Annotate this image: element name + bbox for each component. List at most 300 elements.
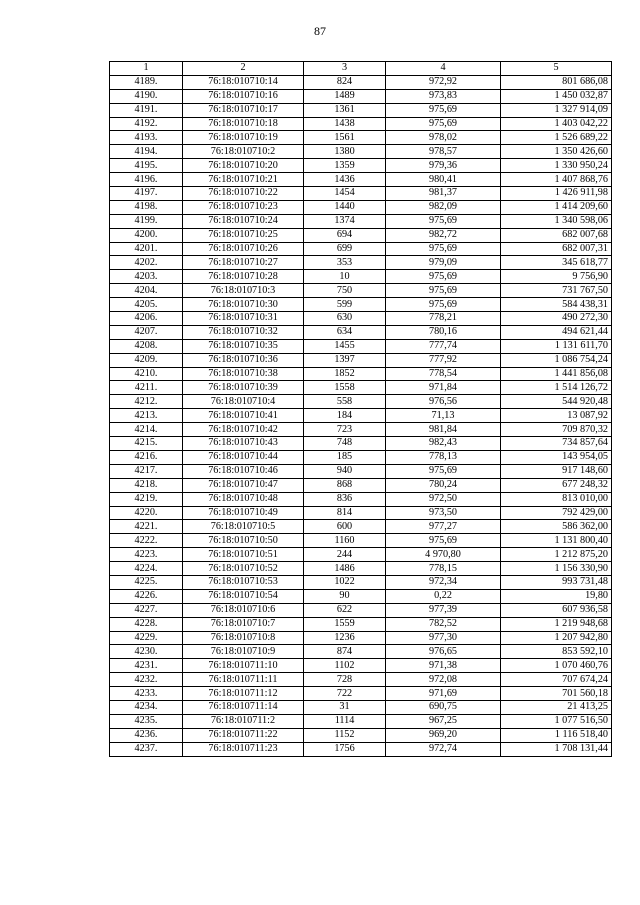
cadastral-value-cell: 1 426 911,98 — [501, 187, 612, 201]
cadastral-value-cell: 1 350 426,60 — [501, 145, 612, 159]
area-cell: 1438 — [304, 117, 386, 131]
rate-cell: 967,25 — [386, 714, 501, 728]
cadastral-value-cell: 677 248,32 — [501, 478, 612, 492]
cadastral-number-cell: 76:18:010710:23 — [183, 200, 304, 214]
cadastral-value-cell: 1 526 689,22 — [501, 131, 612, 145]
cadastral-number-cell: 76:18:010710:16 — [183, 89, 304, 103]
table-row — [110, 673, 612, 687]
area-cell: 1022 — [304, 575, 386, 589]
cadastral-value-cell: 1 131 611,70 — [501, 339, 612, 353]
row-number-cell: 4225. — [110, 575, 183, 589]
row-number-cell: 4194. — [110, 145, 183, 159]
rate-cell: 777,92 — [386, 353, 501, 367]
area-cell: 244 — [304, 548, 386, 562]
rate-cell: 978,02 — [386, 131, 501, 145]
area-cell: 1486 — [304, 562, 386, 576]
cadastral-number-cell: 76:18:010711:11 — [183, 673, 304, 687]
cadastral-number-cell: 76:18:010710:36 — [183, 353, 304, 367]
table-row — [110, 256, 612, 270]
cadastral-number-cell: 76:18:010710:39 — [183, 381, 304, 395]
table-row — [110, 395, 612, 409]
table-row — [110, 645, 612, 659]
table-row — [110, 228, 612, 242]
area-cell: 868 — [304, 478, 386, 492]
row-number-cell: 4222. — [110, 534, 183, 548]
area-cell: 634 — [304, 325, 386, 339]
cadastral-number-cell: 76:18:010710:2 — [183, 145, 304, 159]
cadastral-number-cell: 76:18:010710:6 — [183, 603, 304, 617]
row-number-cell: 4212. — [110, 395, 183, 409]
cadastral-number-cell: 76:18:010710:41 — [183, 409, 304, 423]
cadastral-value-cell: 1 340 598,06 — [501, 214, 612, 228]
row-number-cell: 4203. — [110, 270, 183, 284]
area-cell: 1489 — [304, 89, 386, 103]
row-number-cell: 4227. — [110, 603, 183, 617]
row-number-cell: 4193. — [110, 131, 183, 145]
cadastral-number-cell: 76:18:010710:44 — [183, 450, 304, 464]
table-row — [110, 270, 612, 284]
rate-cell: 982,09 — [386, 200, 501, 214]
rate-cell: 71,13 — [386, 409, 501, 423]
cadastral-number-cell: 76:18:010710:46 — [183, 464, 304, 478]
rate-cell: 977,39 — [386, 603, 501, 617]
cadastral-value-cell: 1 207 942,80 — [501, 631, 612, 645]
table-row — [110, 659, 612, 673]
table-row — [110, 492, 612, 506]
rate-cell: 778,21 — [386, 312, 501, 326]
row-number-cell: 4237. — [110, 742, 183, 756]
cadastral-value-cell: 1 450 032,87 — [501, 89, 612, 103]
row-number-cell: 4236. — [110, 728, 183, 742]
row-number-cell: 4211. — [110, 381, 183, 395]
table-row — [110, 89, 612, 103]
cadastral-value-cell: 607 936,58 — [501, 603, 612, 617]
row-number-cell: 4189. — [110, 75, 183, 89]
rate-cell: 975,69 — [386, 103, 501, 117]
area-cell: 1561 — [304, 131, 386, 145]
table-row — [110, 506, 612, 520]
row-number-cell: 4228. — [110, 617, 183, 631]
table-row — [110, 603, 612, 617]
rate-cell: 780,16 — [386, 325, 501, 339]
cadastral-number-cell: 76:18:010710:21 — [183, 173, 304, 187]
row-number-cell: 4191. — [110, 103, 183, 117]
area-cell: 836 — [304, 492, 386, 506]
row-number-cell: 4205. — [110, 298, 183, 312]
table-row — [110, 242, 612, 256]
column-header-3: 3 — [304, 62, 386, 76]
row-number-cell: 4192. — [110, 117, 183, 131]
area-cell: 1102 — [304, 659, 386, 673]
area-cell: 31 — [304, 700, 386, 714]
cadastral-number-cell: 76:18:010711:14 — [183, 700, 304, 714]
row-number-cell: 4195. — [110, 159, 183, 173]
cadastral-value-cell: 1 441 856,08 — [501, 367, 612, 381]
row-number-cell: 4221. — [110, 520, 183, 534]
rate-cell: 972,92 — [386, 75, 501, 89]
cadastral-value-cell: 1 131 800,40 — [501, 534, 612, 548]
area-cell: 1558 — [304, 381, 386, 395]
rate-cell: 975,69 — [386, 214, 501, 228]
cadastral-number-cell: 76:18:010711:10 — [183, 659, 304, 673]
table-row — [110, 381, 612, 395]
rate-cell: 975,69 — [386, 242, 501, 256]
rate-cell: 0,22 — [386, 589, 501, 603]
cadastral-number-cell: 76:18:010710:27 — [183, 256, 304, 270]
rate-cell: 975,69 — [386, 534, 501, 548]
row-number-cell: 4220. — [110, 506, 183, 520]
area-cell: 1440 — [304, 200, 386, 214]
row-number-cell: 4229. — [110, 631, 183, 645]
row-number-cell: 4200. — [110, 228, 183, 242]
area-cell: 558 — [304, 395, 386, 409]
row-number-cell: 4216. — [110, 450, 183, 464]
rate-cell: 978,57 — [386, 145, 501, 159]
table-header-row — [110, 62, 612, 76]
row-number-cell: 4207. — [110, 325, 183, 339]
area-cell: 1359 — [304, 159, 386, 173]
cadastral-value-cell: 993 731,48 — [501, 575, 612, 589]
area-cell: 750 — [304, 284, 386, 298]
cadastral-number-cell: 76:18:010710:17 — [183, 103, 304, 117]
rate-cell: 982,43 — [386, 437, 501, 451]
area-cell: 599 — [304, 298, 386, 312]
cadastral-number-cell: 76:18:010710:47 — [183, 478, 304, 492]
cadastral-number-cell: 76:18:010710:9 — [183, 645, 304, 659]
row-number-cell: 4233. — [110, 687, 183, 701]
row-number-cell: 4206. — [110, 312, 183, 326]
cadastral-table — [109, 61, 612, 757]
row-number-cell: 4196. — [110, 173, 183, 187]
cadastral-number-cell: 76:18:010710:24 — [183, 214, 304, 228]
row-number-cell: 4226. — [110, 589, 183, 603]
cadastral-number-cell: 76:18:010710:25 — [183, 228, 304, 242]
cadastral-value-cell: 709 870,32 — [501, 423, 612, 437]
area-cell: 1756 — [304, 742, 386, 756]
rate-cell: 969,20 — [386, 728, 501, 742]
table-row — [110, 714, 612, 728]
cadastral-value-cell: 1 327 914,09 — [501, 103, 612, 117]
cadastral-value-cell: 813 010,00 — [501, 492, 612, 506]
rate-cell: 975,69 — [386, 284, 501, 298]
cadastral-value-cell: 1 414 209,60 — [501, 200, 612, 214]
cadastral-value-cell: 21 413,25 — [501, 700, 612, 714]
rate-cell: 981,84 — [386, 423, 501, 437]
cadastral-number-cell: 76:18:010710:48 — [183, 492, 304, 506]
cadastral-number-cell: 76:18:010710:42 — [183, 423, 304, 437]
cadastral-value-cell: 490 272,30 — [501, 312, 612, 326]
table-row — [110, 159, 612, 173]
cadastral-value-cell: 1 403 042,22 — [501, 117, 612, 131]
cadastral-value-cell: 494 621,44 — [501, 325, 612, 339]
cadastral-number-cell: 76:18:010710:49 — [183, 506, 304, 520]
rate-cell: 979,36 — [386, 159, 501, 173]
rate-cell: 976,56 — [386, 395, 501, 409]
area-cell: 824 — [304, 75, 386, 89]
cadastral-number-cell: 76:18:010710:8 — [183, 631, 304, 645]
cadastral-value-cell: 801 686,08 — [501, 75, 612, 89]
area-cell: 353 — [304, 256, 386, 270]
cadastral-number-cell: 76:18:010710:20 — [183, 159, 304, 173]
table-row — [110, 131, 612, 145]
table-row — [110, 200, 612, 214]
table-row — [110, 437, 612, 451]
area-cell: 1114 — [304, 714, 386, 728]
table-row — [110, 284, 612, 298]
row-number-cell: 4209. — [110, 353, 183, 367]
rate-cell: 777,74 — [386, 339, 501, 353]
cadastral-value-cell: 544 920,48 — [501, 395, 612, 409]
row-number-cell: 4197. — [110, 187, 183, 201]
cadastral-value-cell: 853 592,10 — [501, 645, 612, 659]
table-row — [110, 339, 612, 353]
rate-cell: 778,54 — [386, 367, 501, 381]
area-cell: 1361 — [304, 103, 386, 117]
table-row — [110, 520, 612, 534]
column-header-4: 4 — [386, 62, 501, 76]
cadastral-value-cell: 1 330 950,24 — [501, 159, 612, 173]
row-number-cell: 4234. — [110, 700, 183, 714]
area-cell: 630 — [304, 312, 386, 326]
column-header-5: 5 — [501, 62, 612, 76]
cadastral-number-cell: 76:18:010711:12 — [183, 687, 304, 701]
table-row — [110, 464, 612, 478]
rate-cell: 975,69 — [386, 298, 501, 312]
cadastral-value-cell: 9 756,90 — [501, 270, 612, 284]
column-header-1: 1 — [110, 62, 183, 76]
area-cell: 184 — [304, 409, 386, 423]
cadastral-value-cell: 1 156 330,90 — [501, 562, 612, 576]
cadastral-value-cell: 1 219 948,68 — [501, 617, 612, 631]
area-cell: 1559 — [304, 617, 386, 631]
area-cell: 185 — [304, 450, 386, 464]
rate-cell: 972,74 — [386, 742, 501, 756]
cadastral-number-cell: 76:18:010711:23 — [183, 742, 304, 756]
table-row — [110, 742, 612, 756]
area-cell: 874 — [304, 645, 386, 659]
cadastral-value-cell: 792 429,00 — [501, 506, 612, 520]
row-number-cell: 4235. — [110, 714, 183, 728]
cadastral-number-cell: 76:18:010710:51 — [183, 548, 304, 562]
cadastral-number-cell: 76:18:010710:53 — [183, 575, 304, 589]
column-header-2: 2 — [183, 62, 304, 76]
cadastral-number-cell: 76:18:010710:19 — [183, 131, 304, 145]
table-row — [110, 534, 612, 548]
rate-cell: 982,72 — [386, 228, 501, 242]
rate-cell: 971,84 — [386, 381, 501, 395]
cadastral-number-cell: 76:18:010710:32 — [183, 325, 304, 339]
cadastral-value-cell: 1 077 516,50 — [501, 714, 612, 728]
table-row — [110, 687, 612, 701]
row-number-cell: 4208. — [110, 339, 183, 353]
area-cell: 694 — [304, 228, 386, 242]
area-cell: 90 — [304, 589, 386, 603]
table-row — [110, 353, 612, 367]
row-number-cell: 4213. — [110, 409, 183, 423]
table-row — [110, 617, 612, 631]
cadastral-number-cell: 76:18:010710:3 — [183, 284, 304, 298]
area-cell: 1397 — [304, 353, 386, 367]
row-number-cell: 4218. — [110, 478, 183, 492]
area-cell: 622 — [304, 603, 386, 617]
table-row — [110, 450, 612, 464]
cadastral-number-cell: 76:18:010710:4 — [183, 395, 304, 409]
rate-cell: 4 970,80 — [386, 548, 501, 562]
page-number: 87 — [314, 24, 326, 38]
rate-cell: 975,69 — [386, 464, 501, 478]
cadastral-value-cell: 1 407 868,76 — [501, 173, 612, 187]
rate-cell: 973,50 — [386, 506, 501, 520]
cadastral-value-cell: 917 148,60 — [501, 464, 612, 478]
cadastral-number-cell: 76:18:010710:30 — [183, 298, 304, 312]
area-cell: 1374 — [304, 214, 386, 228]
cadastral-number-cell: 76:18:010710:14 — [183, 75, 304, 89]
rate-cell: 973,83 — [386, 89, 501, 103]
cadastral-value-cell: 1 708 131,44 — [501, 742, 612, 756]
table-row — [110, 631, 612, 645]
cadastral-value-cell: 584 438,31 — [501, 298, 612, 312]
area-cell: 728 — [304, 673, 386, 687]
row-number-cell: 4230. — [110, 645, 183, 659]
cadastral-number-cell: 76:18:010710:7 — [183, 617, 304, 631]
rate-cell: 977,30 — [386, 631, 501, 645]
row-number-cell: 4199. — [110, 214, 183, 228]
rate-cell: 778,13 — [386, 450, 501, 464]
cadastral-number-cell: 76:18:010710:35 — [183, 339, 304, 353]
table-row — [110, 409, 612, 423]
rate-cell: 975,69 — [386, 270, 501, 284]
area-cell: 1852 — [304, 367, 386, 381]
cadastral-value-cell: 1 116 518,40 — [501, 728, 612, 742]
cadastral-number-cell: 76:18:010711:22 — [183, 728, 304, 742]
cadastral-number-cell: 76:18:010710:22 — [183, 187, 304, 201]
cadastral-value-cell: 701 560,18 — [501, 687, 612, 701]
cadastral-number-cell: 76:18:010710:38 — [183, 367, 304, 381]
row-number-cell: 4215. — [110, 437, 183, 451]
area-cell: 940 — [304, 464, 386, 478]
table-row — [110, 589, 612, 603]
cadastral-number-cell: 76:18:010710:52 — [183, 562, 304, 576]
cadastral-value-cell: 731 767,50 — [501, 284, 612, 298]
table-row — [110, 103, 612, 117]
table-row — [110, 75, 612, 89]
row-number-cell: 4198. — [110, 200, 183, 214]
area-cell: 1454 — [304, 187, 386, 201]
table-row — [110, 325, 612, 339]
cadastral-number-cell: 76:18:010710:54 — [183, 589, 304, 603]
cadastral-value-cell: 586 362,00 — [501, 520, 612, 534]
row-number-cell: 4219. — [110, 492, 183, 506]
table-row — [110, 145, 612, 159]
table-row — [110, 187, 612, 201]
cadastral-number-cell: 76:18:010710:26 — [183, 242, 304, 256]
area-cell: 1436 — [304, 173, 386, 187]
table-row — [110, 117, 612, 131]
cadastral-value-cell: 1 212 875,20 — [501, 548, 612, 562]
rate-cell: 782,52 — [386, 617, 501, 631]
rate-cell: 976,65 — [386, 645, 501, 659]
rate-cell: 979,09 — [386, 256, 501, 270]
area-cell: 1160 — [304, 534, 386, 548]
area-cell: 1380 — [304, 145, 386, 159]
cadastral-value-cell: 682 007,68 — [501, 228, 612, 242]
table-row — [110, 700, 612, 714]
row-number-cell: 4210. — [110, 367, 183, 381]
row-number-cell: 4223. — [110, 548, 183, 562]
table-row — [110, 562, 612, 576]
cadastral-number-cell: 76:18:010710:43 — [183, 437, 304, 451]
row-number-cell: 4232. — [110, 673, 183, 687]
table-row — [110, 478, 612, 492]
table-row — [110, 728, 612, 742]
area-cell: 723 — [304, 423, 386, 437]
row-number-cell: 4231. — [110, 659, 183, 673]
cadastral-number-cell: 76:18:010710:50 — [183, 534, 304, 548]
row-number-cell: 4214. — [110, 423, 183, 437]
rate-cell: 972,50 — [386, 492, 501, 506]
cadastral-value-cell: 19,80 — [501, 589, 612, 603]
area-cell: 722 — [304, 687, 386, 701]
row-number-cell: 4204. — [110, 284, 183, 298]
area-cell: 1236 — [304, 631, 386, 645]
area-cell: 748 — [304, 437, 386, 451]
cadastral-value-cell: 143 954,05 — [501, 450, 612, 464]
cadastral-value-cell: 1 086 754,24 — [501, 353, 612, 367]
area-cell: 10 — [304, 270, 386, 284]
cadastral-value-cell: 345 618,77 — [501, 256, 612, 270]
rate-cell: 981,37 — [386, 187, 501, 201]
cadastral-value-cell: 13 087,92 — [501, 409, 612, 423]
rate-cell: 778,15 — [386, 562, 501, 576]
cadastral-value-cell: 707 674,24 — [501, 673, 612, 687]
table-row — [110, 575, 612, 589]
table-row — [110, 214, 612, 228]
cadastral-value-cell: 682 007,31 — [501, 242, 612, 256]
rate-cell: 780,24 — [386, 478, 501, 492]
table-row — [110, 423, 612, 437]
cadastral-value-cell: 1 514 126,72 — [501, 381, 612, 395]
cadastral-number-cell: 76:18:010710:31 — [183, 312, 304, 326]
rate-cell: 971,69 — [386, 687, 501, 701]
area-cell: 600 — [304, 520, 386, 534]
cadastral-number-cell: 76:18:010710:5 — [183, 520, 304, 534]
rate-cell: 972,08 — [386, 673, 501, 687]
row-number-cell: 4217. — [110, 464, 183, 478]
rate-cell: 975,69 — [386, 117, 501, 131]
table-row — [110, 548, 612, 562]
cadastral-value-cell: 734 857,64 — [501, 437, 612, 451]
cadastral-number-cell: 76:18:010711:2 — [183, 714, 304, 728]
rate-cell: 977,27 — [386, 520, 501, 534]
row-number-cell: 4201. — [110, 242, 183, 256]
area-cell: 1455 — [304, 339, 386, 353]
area-cell: 699 — [304, 242, 386, 256]
rate-cell: 980,41 — [386, 173, 501, 187]
cadastral-number-cell: 76:18:010710:18 — [183, 117, 304, 131]
cadastral-value-cell: 1 070 460,76 — [501, 659, 612, 673]
area-cell: 1152 — [304, 728, 386, 742]
row-number-cell: 4190. — [110, 89, 183, 103]
table-row — [110, 298, 612, 312]
rate-cell: 690,75 — [386, 700, 501, 714]
row-number-cell: 4202. — [110, 256, 183, 270]
table-row — [110, 367, 612, 381]
rate-cell: 972,34 — [386, 575, 501, 589]
area-cell: 814 — [304, 506, 386, 520]
table-row — [110, 312, 612, 326]
table-row — [110, 173, 612, 187]
rate-cell: 971,38 — [386, 659, 501, 673]
